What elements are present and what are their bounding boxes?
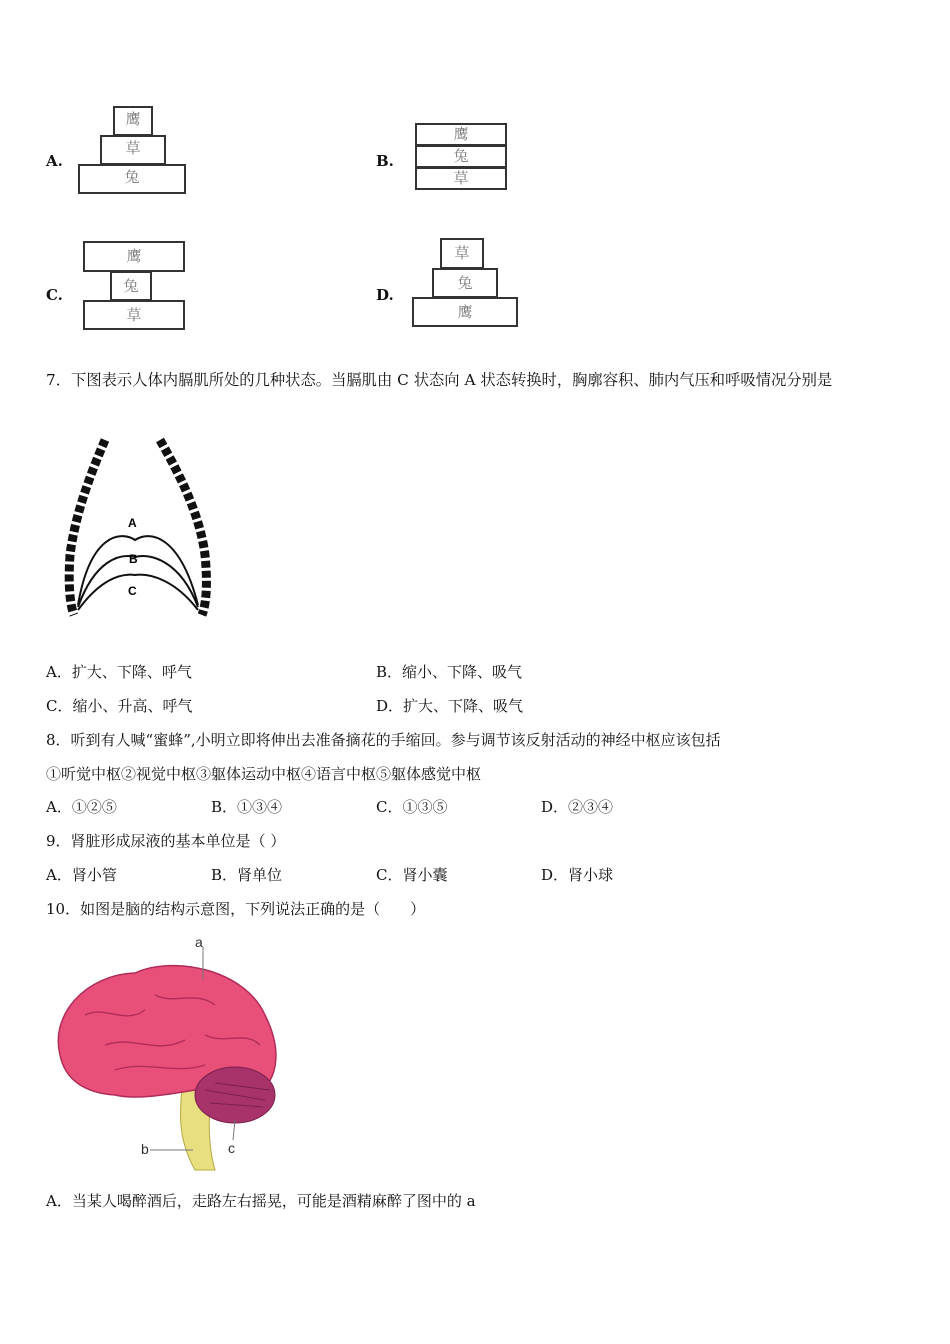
brain-label-b: b [141,1141,149,1157]
pyramid-b-middle: 兔 [415,145,507,168]
q8-stem: 8．听到有人喊“蜜蜂”,小明立即将伸出去准备摘花的手缩回。参与调节该反射活动的神经中枢应该包括 [46,731,721,749]
q8-option-c: C．①③⑤ [376,798,448,816]
q9-option-b: B．肾单位 [211,866,283,884]
diaphragm-figure [60,435,220,625]
pyramid-c-bottom: 草 [83,300,185,330]
q9-option-d: D．肾小球 [541,866,614,884]
q7-option-b: B．缩小、下降、吸气 [376,663,523,681]
pyramid-d-middle: 兔 [432,268,498,298]
pyramid-b-top: 鹰 [415,123,507,146]
brain-label-c: c [228,1140,235,1156]
brain-figure [45,935,295,1180]
q6-option-d-label: D. [376,286,394,304]
pyramid-d-bottom: 鹰 [412,297,518,327]
pyramid-a-middle: 草 [100,135,166,165]
q6-option-a-label: A. [46,152,63,170]
q10-option-a: A．当某人喝醉酒后，走路左右摇晃，可能是酒精麻醉了图中的 a [46,1192,476,1210]
q9-option-c: C．肾小囊 [376,866,448,884]
pyramid-d-top: 草 [440,238,484,269]
pyramid-c-top: 鹰 [83,241,185,272]
pyramid-a-top: 鹰 [113,106,153,136]
q10-stem: 10．如图是脑的结构示意图，下列说法正确的是（ ） [46,900,426,918]
q8-option-b: B．①③④ [211,798,283,816]
q6-option-c-label: C. [46,286,63,304]
q8-items: ①听觉中枢②视觉中枢③躯体运动中枢④语言中枢⑤躯体感觉中枢 [46,765,482,783]
diaphragm-label-a: A [128,516,137,530]
q7-option-d: D．扩大、下降、吸气 [376,697,524,715]
q7-stem: 7．下图表示人体内膈肌所处的几种状态。当膈肌由 C 状态向 A 状态转换时，胸廓容积、肺内气压和呼吸情况分别是 [46,371,833,389]
diaphragm-label-b: B [129,552,138,566]
brain-label-a: a [195,935,203,950]
q8-option-d: D．②③④ [541,798,614,816]
q7-option-c: C．缩小、升高、呼气 [46,697,193,715]
q8-option-a: A．①②⑤ [46,798,117,816]
q9-option-a: A．肾小管 [46,866,117,884]
q9-stem: 9．肾脏形成尿液的基本单位是（ ） [46,832,286,850]
pyramid-c-middle: 兔 [110,271,152,301]
pyramid-a-bottom: 兔 [78,164,186,194]
diaphragm-label-c: C [128,584,137,598]
q7-option-a: A．扩大、下降、呼气 [46,663,192,681]
pyramid-b-bottom: 草 [415,167,507,190]
q6-option-b-label: B. [376,152,394,170]
